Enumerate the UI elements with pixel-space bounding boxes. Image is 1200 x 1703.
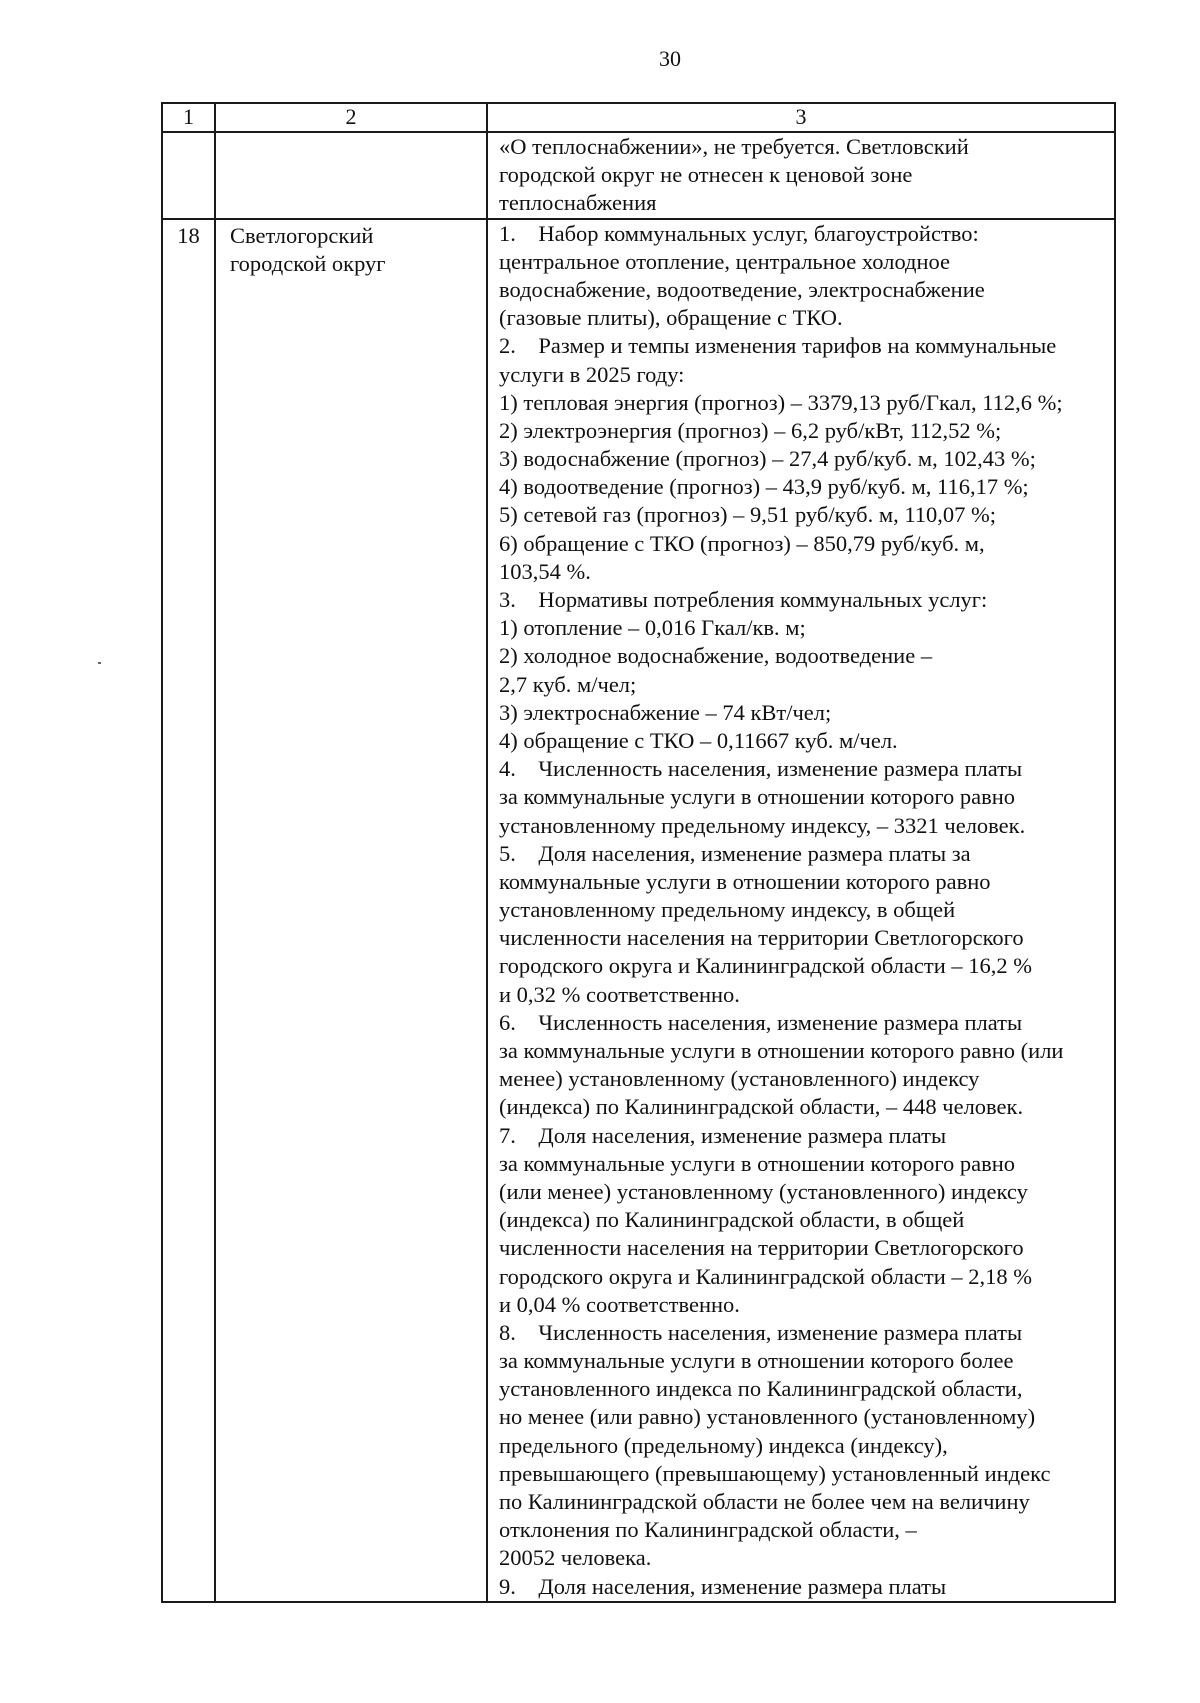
text-line: 1. Набор коммунальных услуг, благоустройство: bbox=[499, 220, 979, 246]
text-line: 8. Численность населения, изменение размера платы bbox=[499, 1319, 1023, 1345]
text-line: 20052 человека. bbox=[499, 1545, 652, 1571]
table-row-18 bbox=[162, 219, 1115, 1602]
text-line: и 0,32 % соответственно. bbox=[499, 981, 740, 1007]
text-line: 2. Размер и темпы изменения тарифов на коммунальные bbox=[499, 333, 1057, 359]
text-line: (газовые плиты), обращение с ТКО. bbox=[499, 305, 843, 331]
text-line: 6) обращение с ТКО (прогноз) – 850,79 руб/куб. м, bbox=[499, 530, 985, 556]
text-line: 4) водоотведение (прогноз) – 43,9 руб/куб. м, 116,17 %; bbox=[499, 474, 1029, 500]
text-line: городского округа и Калининградской области – 2,18 % bbox=[499, 1263, 1033, 1289]
header-col-2: 2 bbox=[215, 103, 487, 132]
text-line: установленному предельному индексу, – 3321 человек. bbox=[499, 812, 1026, 838]
text-line: городского округа и Калининградской области – 16,2 % bbox=[499, 953, 1033, 979]
text-line: установленному предельному индексу, в общей bbox=[499, 897, 956, 923]
row-content-cell bbox=[487, 219, 1115, 1602]
text-line: 103,54 %. bbox=[499, 558, 591, 584]
table-row-continuation bbox=[162, 132, 1115, 219]
text-line: 5) сетевой газ (прогноз) – 9,51 руб/куб. м, 110,07 %; bbox=[499, 502, 996, 528]
text-line: за коммунальные услуги в отношении которого равно (или bbox=[499, 1038, 1064, 1063]
text-line: теплоснабжения bbox=[499, 190, 657, 216]
text-line: за коммунальные услуги в отношении которого равно bbox=[499, 784, 1016, 810]
text-line: 9. Доля населения, изменение размера платы bbox=[499, 1573, 947, 1599]
text-line: городской округ не отнесен к ценовой зоне bbox=[499, 162, 913, 188]
page-number: 30 bbox=[659, 46, 681, 71]
text-line: (индекса) по Калининградской области, в общей bbox=[499, 1207, 965, 1233]
row-number-cell: 18 bbox=[162, 219, 215, 1602]
text-line: за коммунальные услуги в отношении которого более bbox=[499, 1348, 1014, 1374]
scan-artifact bbox=[98, 662, 101, 664]
text-line: центральное отопление, центральное холодное bbox=[499, 248, 951, 274]
text-line: и 0,04 % соответственно. bbox=[499, 1291, 740, 1317]
text-line: 1) отопление – 0,016 Гкал/кв. м; bbox=[499, 615, 806, 641]
header-col-1: 1 bbox=[162, 103, 215, 132]
tariff-table bbox=[161, 102, 1116, 1603]
text-line: услуги в 2025 году: bbox=[499, 361, 685, 387]
row-content-cell bbox=[487, 132, 1115, 219]
text-line: водоснабжение, водоотведение, электроснабжение bbox=[499, 276, 985, 302]
text-line: установленного индекса по Калининградской области, bbox=[499, 1376, 1023, 1402]
text-line: за коммунальные услуги в отношении которого равно bbox=[499, 1150, 1016, 1176]
municipality-name-line: городской округ bbox=[230, 250, 386, 276]
text-line: коммунальные услуги в отношении которого равно bbox=[499, 868, 991, 894]
text-line: численности населения на территории Светлогорского bbox=[499, 1235, 1024, 1261]
text-line: 2) электроэнергия (прогноз) – 6,2 руб/кВт, 112,52 %; bbox=[499, 417, 1002, 443]
text-line: 3) электроснабжение – 74 кВт/чел; bbox=[499, 699, 832, 725]
text-line: 4) обращение с ТКО – 0,11667 куб. м/чел. bbox=[499, 727, 898, 753]
text-line: численности населения на территории Светлогорского bbox=[499, 925, 1024, 951]
text-line: 2,7 куб. м/чел; bbox=[499, 671, 637, 697]
text-line: (индекса) по Калининградской области, – 448 человек. bbox=[499, 1094, 1024, 1120]
text-line: 3. Нормативы потребления коммунальных услуг: bbox=[499, 587, 988, 612]
text-line: 3) водоснабжение (прогноз) – 27,4 руб/куб. м, 102,43 %; bbox=[499, 446, 1036, 472]
table-header-row bbox=[162, 103, 1115, 132]
row-name-cell bbox=[215, 132, 487, 219]
text-line: отклонения по Калининградской области, – bbox=[499, 1517, 917, 1543]
text-line: (или менее) установленному (установленного) индексу bbox=[499, 1178, 1028, 1204]
header-col-3: 3 bbox=[487, 103, 1115, 132]
row-name-cell bbox=[215, 219, 487, 1602]
text-line: 2) холодное водоснабжение, водоотведение – bbox=[499, 643, 933, 669]
text-line: 5. Доля населения, изменение размера платы за bbox=[499, 840, 971, 866]
text-line: 7. Доля населения, изменение размера платы bbox=[499, 1122, 947, 1148]
text-line: 1) тепловая энергия (прогноз) – 3379,13 руб/Гкал, 112,6 %; bbox=[499, 389, 1063, 415]
text-line: предельного (предельному) индекса (индексу), bbox=[499, 1432, 948, 1458]
text-line: 4. Численность населения, изменение размера платы bbox=[499, 756, 1023, 782]
text-line: по Калининградской области не более чем на величину bbox=[499, 1489, 1030, 1514]
text-line: «О теплоснабжении», не требуется. Светловский bbox=[499, 134, 969, 159]
text-line: превышающего (превышающему) установленный индекс bbox=[499, 1460, 1051, 1486]
municipality-name-line: Светлогорский bbox=[230, 222, 374, 248]
text-line: менее) установленному (установленного) индексу bbox=[499, 1066, 980, 1092]
text-line: но менее (или равно) установленного (установленному) bbox=[499, 1404, 1036, 1430]
row-number-cell bbox=[162, 132, 215, 219]
text-line: 6. Численность населения, изменение размера платы bbox=[499, 1009, 1023, 1035]
